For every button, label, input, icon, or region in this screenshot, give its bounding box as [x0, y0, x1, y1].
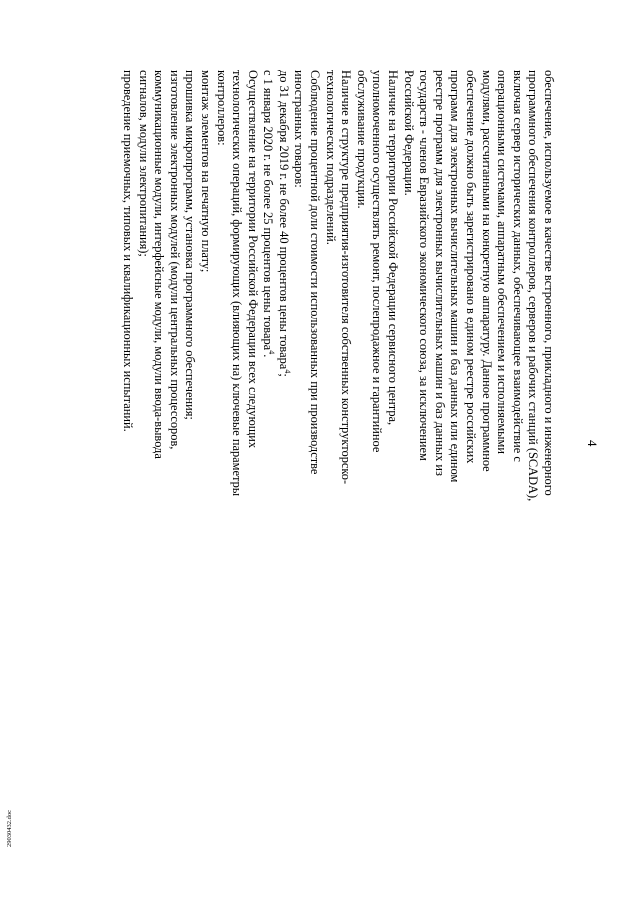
text-line: технологических операций, формирующих (влияющих на) ключевые параметры	[230, 70, 245, 497]
text-line: технологических подразделений.	[323, 70, 338, 245]
text-line: монтаж элементов на печатную плату;	[198, 70, 213, 273]
text-segment: с 1 января 2020 г. не более 25 процентов цены товара	[261, 70, 276, 351]
text-line: модулями, рассчитанными на конкретную аппаратуру. Данное программное	[479, 70, 494, 472]
text-line: программ для электронных вычислительных машин и баз данных или едином	[448, 70, 463, 483]
punctuation: .	[261, 354, 276, 358]
text-line: коммуникационные модули, интерфейсные модули, модули ввода-вывода	[152, 70, 167, 459]
text-line-with-footnote	[260, 70, 276, 550]
text-line: Российской Федерации.	[401, 70, 416, 196]
text-line: контроллеров:	[214, 70, 229, 146]
text-line-with-footnote	[275, 70, 291, 550]
footnote-mark: 4	[267, 350, 277, 355]
text-line: обеспечение должно быть зарегистрировано в едином реестре российских	[464, 70, 479, 464]
text-line: прошивка микропрограмм, установка программного обеспечения;	[183, 70, 198, 420]
text-line: Осуществление на территории Российской Федерации всех следующих	[245, 70, 260, 449]
text-line: иностранных товаров:	[292, 70, 307, 188]
text-line: Наличие на территории Российской Федерации сервисного центра,	[386, 70, 401, 426]
rotated-content	[0, 70, 600, 850]
text-line: сигналов, модули электропитания);	[136, 70, 151, 257]
text-line: операционными системами, аппаратным обеспечением и исполняемыми	[495, 70, 510, 454]
text-line: уполномоченного осуществлять ремонт, послепродажное и гарантийное	[370, 70, 385, 453]
text-line: включая сервер исторических данных, обеспечивающее взаимодействие с	[510, 70, 525, 462]
text-segment: до 31 декабря 2019 г. не более 40 процентов цены товара	[276, 70, 291, 370]
body-text	[119, 70, 556, 550]
text-line: Наличие в структуре предприятия-изготовителя собственных конструкторско-	[339, 70, 354, 485]
text-line: государств - членов Евразийского экономического союза, за исключением	[417, 70, 432, 461]
page-number: 4	[585, 440, 600, 447]
punctuation: ;	[276, 373, 291, 377]
text-line: реестре программ для электронных вычислительных машин и баз данных из	[432, 70, 447, 476]
text-line: проведение приемочных, типовых и квалификационных испытаний.	[120, 70, 135, 432]
text-line: обеспечение, используемое в качестве встроенного, прикладного и инженерного	[542, 70, 556, 496]
text-line: Соблюдение процентной доли стоимости использованных при производстве	[308, 70, 323, 475]
text-line: обслуживание продукции.	[354, 70, 369, 209]
footnote-mark: 4	[283, 369, 293, 374]
text-line: изготовление электронных модулей (модули центральных процессоров,	[167, 70, 182, 450]
footer-file-code: 29030432.doc	[6, 809, 13, 847]
text-line: программного обеспечения контроллеров, серверов и рабочих станций (SCADA),	[526, 70, 541, 502]
